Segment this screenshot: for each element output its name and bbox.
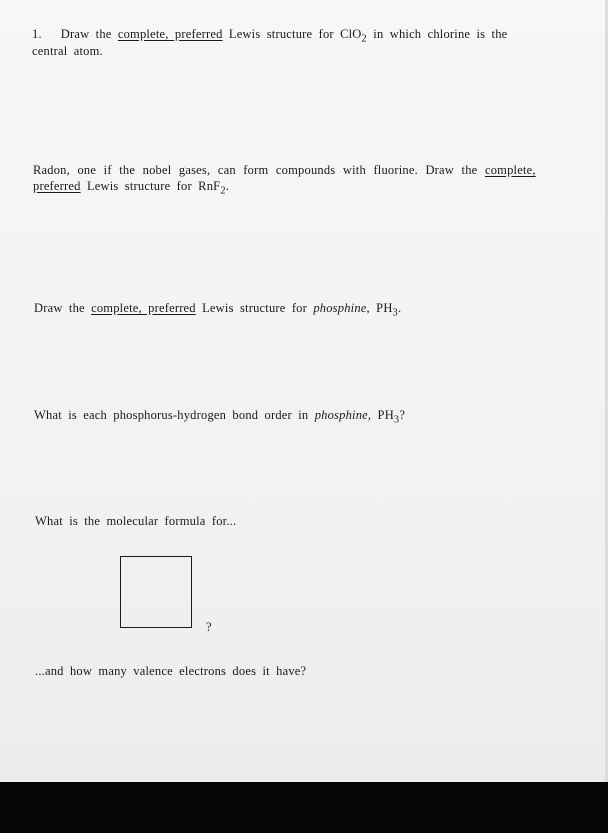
underlined-phrase: preferred (33, 179, 81, 193)
question-number: 1. (32, 27, 42, 41)
underlined-phrase: complete, (484, 163, 536, 177)
question-2-line-1: Radon, one if the nobel gases, can form compounds with fluorine. Draw the complete, (33, 163, 536, 177)
question-1-line-2: central atom. (32, 44, 103, 58)
question-2-line-2: preferred Lewis structure for RnF$_2$. (33, 179, 230, 197)
question-5-prompt: What is the molecular formula for... (35, 514, 237, 528)
answer-box (120, 556, 192, 628)
question-mark: ? (206, 620, 212, 634)
underlined-phrase: complete, preferred (117, 27, 223, 41)
question-4: What is each phosphorus-hydrogen bond order in phosphine, $PH_3$? (34, 408, 406, 426)
italic-term: phosphine (313, 301, 367, 315)
question-3: Draw the complete, preferred Lewis structure for phosphine, $PH_3$. (34, 301, 402, 319)
underlined-phrase: complete, preferred (91, 301, 196, 315)
scan-bottom-black-bar (0, 782, 608, 833)
question-5-followup: ...and how many valence electrons does it have? (35, 664, 307, 678)
question-1-line-1: 1. Draw the complete, preferred Lewis structure for ClO$_2$ in which chlorine is the (32, 27, 508, 45)
italic-term: phosphine (314, 408, 368, 422)
